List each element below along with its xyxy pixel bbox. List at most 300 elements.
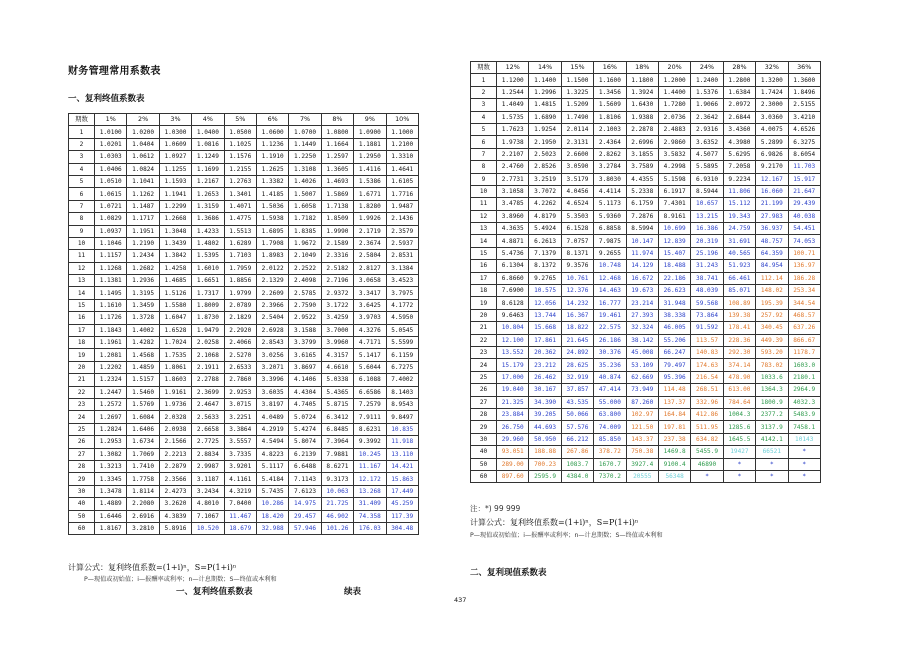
factor-cell: 1.1843 <box>95 324 127 336</box>
factor-cell: 1.1025 <box>224 138 256 150</box>
factor-cell: 3.1855 <box>626 148 658 160</box>
factor-cell: 6.2613 <box>529 235 561 247</box>
factor-cell: 6.8485 <box>321 423 353 435</box>
factor-cell: 1.1576 <box>224 151 256 163</box>
factor-cell: 2964.9 <box>788 384 820 396</box>
period-cell: 2 <box>69 138 95 150</box>
factor-cell: 11.703 <box>788 161 820 173</box>
factor-cell: 8.9161 <box>658 210 690 222</box>
factor-cell: 47.414 <box>594 384 626 396</box>
factor-cell: 1.8061 <box>159 361 191 373</box>
factor-cell: 257.92 <box>756 309 788 321</box>
factor-cell: 197.81 <box>658 421 690 433</box>
factor-cell: 7.2876 <box>626 210 658 222</box>
factor-cell: 164.84 <box>658 408 690 420</box>
factor-cell: 1.7410 <box>127 460 159 472</box>
factor-cell: 31.243 <box>691 260 723 272</box>
factor-cell: 1.7317 <box>192 287 224 299</box>
factor-cell: 85.850 <box>594 433 626 445</box>
period-cell: 30 <box>471 433 497 445</box>
factor-cell: 55.000 <box>594 396 626 408</box>
factor-cell: 3.9960 <box>321 337 353 349</box>
table-row <box>471 421 821 433</box>
factor-cell: 3.9201 <box>224 460 256 472</box>
factor-cell: 5.4365 <box>321 386 353 398</box>
table-row <box>471 285 821 297</box>
factor-cell: 1.8385 <box>289 225 321 237</box>
period-cell: 17 <box>471 272 497 284</box>
factor-cell: 1.4685 <box>159 275 191 287</box>
factor-cell: 63.800 <box>594 408 626 420</box>
period-cell: 9 <box>69 225 95 237</box>
factor-cell: 18.488 <box>658 260 690 272</box>
factor-cell: 3.8030 <box>594 173 626 185</box>
factor-cell: 101.26 <box>321 522 353 534</box>
factor-cell: 43.535 <box>561 396 593 408</box>
table-row <box>69 225 419 237</box>
factor-cell: 1.2100 <box>386 138 418 150</box>
factor-cell: * <box>788 470 820 482</box>
factor-cell: 1.1593 <box>159 175 191 187</box>
factor-cell: 1.3345 <box>95 473 127 485</box>
factor-cell: 1.9388 <box>626 111 658 123</box>
table-row <box>69 522 419 534</box>
factor-cell: 1645.5 <box>723 433 755 445</box>
table-row <box>471 210 821 222</box>
factor-cell: 9100.4 <box>658 458 690 470</box>
factor-cell: 449.39 <box>756 334 788 346</box>
factor-cell: 188.88 <box>529 446 561 458</box>
table-row <box>69 312 419 324</box>
factor-cell: 1469.8 <box>658 446 690 458</box>
page-number: 437 <box>454 596 467 604</box>
factor-cell: 7.9111 <box>354 411 386 423</box>
factor-cell: 1.6771 <box>354 188 386 200</box>
factor-cell: 2.7196 <box>321 275 353 287</box>
column-header: 28% <box>723 62 755 74</box>
factor-cell: 15.668 <box>529 322 561 334</box>
factor-cell: 24.892 <box>561 346 593 358</box>
factor-cell: 4.0456 <box>561 185 593 197</box>
factor-cell: 3.6165 <box>289 349 321 361</box>
factor-cell: 2.1829 <box>224 312 256 324</box>
factor-cell: 9.2170 <box>756 161 788 173</box>
factor-cell: 1603.0 <box>788 359 820 371</box>
factor-cell: 16.060 <box>756 185 788 197</box>
factor-cell: 1.4282 <box>127 337 159 349</box>
factor-cell: 1.1717 <box>127 213 159 225</box>
factor-cell: 3.0658 <box>354 275 386 287</box>
factor-cell: 6.1917 <box>658 185 690 197</box>
table-row <box>471 371 821 383</box>
factor-cell: 1.1262 <box>127 188 159 200</box>
factor-cell: 40.874 <box>594 371 626 383</box>
factor-cell: 9.6463 <box>497 309 529 321</box>
factor-cell: 3.0715 <box>224 398 256 410</box>
factor-cell: * <box>691 470 723 482</box>
factor-cell: 17.000 <box>497 371 529 383</box>
factor-cell: 344.54 <box>788 297 820 309</box>
factor-cell: 84.954 <box>756 260 788 272</box>
factor-cell: 1.9799 <box>224 287 256 299</box>
factor-cell: 11.918 <box>386 436 418 448</box>
factor-cell: 3.3864 <box>224 423 256 435</box>
period-cell: 23 <box>471 346 497 358</box>
factor-cell: 1.4641 <box>386 163 418 175</box>
factor-cell: 11.467 <box>224 510 256 522</box>
table-row <box>69 151 419 163</box>
factor-cell: 2.0328 <box>159 411 191 423</box>
period-cell: 26 <box>69 436 95 448</box>
table-row <box>69 436 419 448</box>
table-row <box>471 346 821 358</box>
factor-cell: 2.1950 <box>529 136 561 148</box>
factor-cell: 40.565 <box>723 247 755 259</box>
factor-cell: 6.9310 <box>691 173 723 185</box>
factor-cell: 3.2519 <box>529 173 561 185</box>
factor-cell: 2.1436 <box>386 213 418 225</box>
period-cell: 15 <box>471 247 497 259</box>
factor-cell: 7.6123 <box>289 485 321 497</box>
column-header: 18% <box>626 62 658 74</box>
factor-cell: 4.5077 <box>691 148 723 160</box>
factor-cell: 1083.7 <box>561 458 593 470</box>
factor-cell: 784.64 <box>723 396 755 408</box>
period-cell: 24 <box>471 359 497 371</box>
factor-cell: 4.6610 <box>321 361 353 373</box>
factor-cell: 14.421 <box>386 460 418 472</box>
factor-cell: 5.6044 <box>354 361 386 373</box>
factor-cell: 6.7275 <box>386 361 418 373</box>
table-row <box>69 250 419 262</box>
factor-cell: 13.215 <box>691 210 723 222</box>
factor-cell: 19.343 <box>723 210 755 222</box>
factor-cell: 2.9316 <box>691 123 723 135</box>
table-row <box>69 324 419 336</box>
factor-cell: 1.6734 <box>127 436 159 448</box>
period-cell: 3 <box>471 99 497 111</box>
table-row <box>69 213 419 225</box>
factor-cell: 16.777 <box>594 297 626 309</box>
factor-cell: 1.0816 <box>192 138 224 150</box>
factor-cell: 750.38 <box>626 446 658 458</box>
factor-cell: 8.1403 <box>386 386 418 398</box>
factor-cell: 1.9672 <box>289 237 321 249</box>
factor-cell: 4384.0 <box>561 470 593 482</box>
factor-cell: 16.386 <box>691 223 723 235</box>
factor-cell: 1.3200 <box>756 74 788 86</box>
factor-cell: 3.8960 <box>497 210 529 222</box>
factor-cell: 1.3600 <box>788 74 820 86</box>
factor-cell: 1.1157 <box>95 250 127 262</box>
factor-cell: 9.3576 <box>561 260 593 272</box>
factor-cell: 2.8262 <box>594 148 626 160</box>
factor-cell: 7.4301 <box>658 198 690 210</box>
table-row <box>69 398 419 410</box>
factor-cell: 1.8983 <box>256 250 288 262</box>
factor-cell: 1.4859 <box>127 361 159 373</box>
factor-cell: 1.0500 <box>224 126 256 138</box>
period-cell: 15 <box>69 299 95 311</box>
factor-cell: 4.1406 <box>289 374 321 386</box>
period-cell: 13 <box>69 275 95 287</box>
factor-cell: 1.0800 <box>321 126 353 138</box>
factor-cell: 2.0122 <box>256 262 288 274</box>
factor-cell: 2.6658 <box>192 423 224 435</box>
footer-title: 一、复利终值系数表 <box>176 587 253 597</box>
factor-cell: 91.592 <box>691 322 723 334</box>
table-row <box>471 446 821 458</box>
factor-cell: 1.6289 <box>224 237 256 249</box>
factor-cell: 700.23 <box>529 458 561 470</box>
table-row <box>69 299 419 311</box>
factor-cell: 13.268 <box>354 485 386 497</box>
factor-cell: 2.9253 <box>224 386 256 398</box>
factor-cell: 5.8916 <box>159 522 191 534</box>
factor-cell: 6.2139 <box>289 448 321 460</box>
period-cell: 28 <box>471 408 497 420</box>
factor-cell: 20.319 <box>691 235 723 247</box>
period-cell: 19 <box>471 297 497 309</box>
factor-cell: 21.645 <box>561 334 593 346</box>
factor-cell: 113.57 <box>691 334 723 346</box>
factor-cell: 3.6035 <box>256 386 288 398</box>
factor-cell: 4.3276 <box>354 324 386 336</box>
factor-cell: 38.741 <box>691 272 723 284</box>
factor-cell: 1.1951 <box>127 225 159 237</box>
factor-cell: 4.1772 <box>386 299 418 311</box>
column-header: 期数 <box>471 62 497 74</box>
factor-cell: 1.3924 <box>626 86 658 98</box>
table-row <box>69 349 419 361</box>
factor-cell: 1.1381 <box>95 275 127 287</box>
period-cell: 10 <box>471 185 497 197</box>
factor-cell: 1.2081 <box>95 349 127 361</box>
factor-cell: 10.063 <box>321 485 353 497</box>
factor-cell: 1.8509 <box>321 213 353 225</box>
period-cell: 29 <box>69 473 95 485</box>
factor-cell: 2.3131 <box>561 136 593 148</box>
factor-cell: 44.693 <box>529 421 561 433</box>
factor-cell: 2.8543 <box>256 337 288 349</box>
factor-cell: 139.38 <box>723 309 755 321</box>
factor-cell: 6.9826 <box>756 148 788 160</box>
table-row <box>69 200 419 212</box>
factor-cell: 1.2202 <box>95 361 127 373</box>
factor-cell: 1.1249 <box>192 151 224 163</box>
factor-cell: 304.48 <box>386 522 418 534</box>
factor-cell: 10.657 <box>691 198 723 210</box>
factor-cell: 1.5126 <box>159 287 191 299</box>
factor-cell: 79.497 <box>658 359 690 371</box>
factor-cell: 3.8697 <box>289 361 321 373</box>
factor-cell: 1.7424 <box>756 86 788 98</box>
factor-cell: 1.3159 <box>192 200 224 212</box>
factor-cell: 22.575 <box>594 322 626 334</box>
period-cell: 16 <box>69 312 95 324</box>
factor-cell: 1.4889 <box>95 498 127 510</box>
factor-cell: 1.1449 <box>289 138 321 150</box>
factor-cell: 2.3566 <box>159 473 191 485</box>
table-row <box>471 396 821 408</box>
factor-cell: 1.3456 <box>594 86 626 98</box>
table-row <box>471 99 821 111</box>
factor-cell: 1.3195 <box>127 287 159 299</box>
factor-cell: 29.457 <box>289 510 321 522</box>
period-cell: 21 <box>69 374 95 386</box>
factor-cell: 29.960 <box>497 433 529 445</box>
factor-cell: 634.82 <box>691 433 723 445</box>
factor-cell: 1.2400 <box>691 74 723 86</box>
factor-cell: 6.8858 <box>594 223 626 235</box>
table-row <box>471 384 821 396</box>
factor-cell: 1.1699 <box>192 163 224 175</box>
factor-cell: 4.4355 <box>626 173 658 185</box>
factor-cell: 14.129 <box>626 260 658 272</box>
factor-cell: 7.1379 <box>529 247 561 259</box>
factor-cell: 143.37 <box>626 433 658 445</box>
table-row <box>69 473 419 485</box>
table-row <box>69 411 419 423</box>
factor-cell: 866.67 <box>788 334 820 346</box>
factor-cell: 7.9881 <box>321 448 353 460</box>
factor-cell: 5.2899 <box>756 136 788 148</box>
factor-cell: 2.1719 <box>354 225 386 237</box>
table-row <box>471 136 821 148</box>
factor-cell: 1.2434 <box>127 250 159 262</box>
factor-cell: 2.3000 <box>756 99 788 111</box>
factor-cell: 186.28 <box>788 272 820 284</box>
column-header: 8% <box>321 114 353 126</box>
factor-cell: 4.7171 <box>354 337 386 349</box>
factor-cell: 74.358 <box>354 510 386 522</box>
factor-cell: 4.0489 <box>256 411 288 423</box>
factor-cell: 1.0200 <box>127 126 159 138</box>
factor-cell: 1.7490 <box>561 111 593 123</box>
period-cell: 1 <box>69 126 95 138</box>
factor-cell: 4.2262 <box>529 198 561 210</box>
factor-cell: 32.988 <box>256 522 288 534</box>
factor-cell: 1.9479 <box>192 324 224 336</box>
factor-cell: 1.2250 <box>289 151 321 163</box>
factor-cell: 14.975 <box>289 498 321 510</box>
factor-cell: 4.3980 <box>723 136 755 148</box>
factor-cell: 9.2765 <box>529 272 561 284</box>
factor-cell: 1.7959 <box>224 262 256 274</box>
table-row <box>69 361 419 373</box>
factor-cell: 228.36 <box>723 334 755 346</box>
factor-cell: 2.2522 <box>289 262 321 274</box>
table-row <box>471 359 821 371</box>
factor-cell: 13.110 <box>386 448 418 460</box>
factor-cell: 2.5155 <box>788 99 820 111</box>
factor-cell: 1.1600 <box>594 74 626 86</box>
factor-cell: 1.6384 <box>723 86 755 98</box>
factor-cell: 1.1000 <box>386 126 418 138</box>
factor-cell: 5.0545 <box>386 324 418 336</box>
factor-cell: 102.97 <box>626 408 658 420</box>
factor-cell: 1.8603 <box>159 374 191 386</box>
factor-cell: 5.4274 <box>289 423 321 435</box>
factor-cell: 1.1961 <box>95 337 127 349</box>
compound-future-value-table-continued <box>470 61 821 483</box>
factor-cell: 1.2597 <box>321 151 353 163</box>
factor-cell: 23.884 <box>497 408 529 420</box>
factor-cell: 1.5460 <box>127 386 159 398</box>
factor-cell: 1.0201 <box>95 138 127 150</box>
factor-cell: 1.3439 <box>159 237 191 249</box>
column-header: 24% <box>691 62 723 74</box>
period-cell: 3 <box>69 151 95 163</box>
table-row <box>69 460 419 472</box>
period-cell: 23 <box>69 398 95 410</box>
factor-cell: 3137.9 <box>756 421 788 433</box>
period-cell: 25 <box>471 371 497 383</box>
factor-cell: 1.0300 <box>159 126 191 138</box>
factor-cell: 1.4400 <box>658 86 690 98</box>
period-cell: 50 <box>69 510 95 522</box>
factor-cell: 1.2950 <box>354 151 386 163</box>
factor-cell: 8.1372 <box>529 260 561 272</box>
table-row <box>471 260 821 272</box>
column-header: 9% <box>354 114 386 126</box>
factor-cell: 34.390 <box>529 396 561 408</box>
factor-cell: 1.1910 <box>256 151 288 163</box>
period-cell: 21 <box>471 322 497 334</box>
factor-cell: 27.983 <box>756 210 788 222</box>
factor-cell: 5.4184 <box>256 473 288 485</box>
column-header: 7% <box>289 114 321 126</box>
factor-cell: 11.806 <box>723 185 755 197</box>
factor-cell: 8.6271 <box>321 460 353 472</box>
factor-cell: 38.338 <box>658 309 690 321</box>
factor-cell: 53.109 <box>626 359 658 371</box>
factor-cell: 10.748 <box>594 260 626 272</box>
factor-cell: 412.86 <box>691 408 723 420</box>
factor-cell: 2.9372 <box>321 287 353 299</box>
factor-cell: 73.949 <box>626 384 658 396</box>
factor-cell: 3.4259 <box>321 312 353 324</box>
factor-cell: 2.4647 <box>192 398 224 410</box>
factor-cell: 5.8715 <box>321 398 353 410</box>
factor-cell: 4.5494 <box>256 436 288 448</box>
factor-cell: 1.1200 <box>497 74 529 86</box>
factor-cell: 1.4802 <box>192 237 224 249</box>
factor-cell: 3.2620 <box>159 498 191 510</box>
period-cell: 7 <box>69 200 95 212</box>
factor-cell: 1.1400 <box>529 74 561 86</box>
factor-cell: 1.4233 <box>192 225 224 237</box>
factor-cell: 2.5404 <box>256 312 288 324</box>
factor-cell: 4.4304 <box>289 386 321 398</box>
table-row <box>471 161 821 173</box>
factor-cell: 5.5599 <box>386 337 418 349</box>
factor-cell: 1.8280 <box>354 200 386 212</box>
factor-cell: 1.4185 <box>256 188 288 200</box>
period-cell: 14 <box>471 235 497 247</box>
factor-cell: 1.0700 <box>289 126 321 138</box>
factor-cell: 1.9161 <box>159 386 191 398</box>
factor-cell: 8.9543 <box>386 398 418 410</box>
factor-cell: 10.520 <box>192 522 224 534</box>
factor-cell: 1.2953 <box>95 436 127 448</box>
factor-cell: 1.8856 <box>224 275 256 287</box>
factor-cell: 20.362 <box>529 346 561 358</box>
factor-cell: 1.2572 <box>95 398 127 410</box>
factor-cell: 148.02 <box>756 285 788 297</box>
column-header: 6% <box>256 114 288 126</box>
factor-cell: 12.468 <box>594 272 626 284</box>
